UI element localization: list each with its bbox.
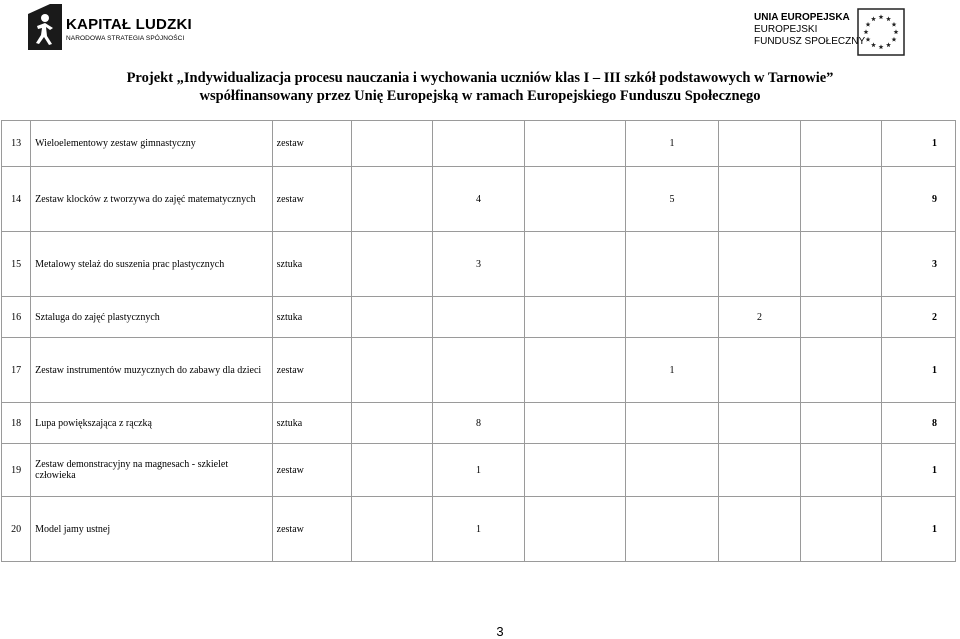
qty-col-6 <box>800 444 881 497</box>
eu-logo-line3: FUNDUSZ SPOŁECZNY <box>754 36 866 47</box>
qty-col-4 <box>625 444 718 497</box>
item-unit: zestaw <box>272 338 351 403</box>
row-number: 19 <box>2 444 31 497</box>
kapital-ludzki-emblem-icon <box>28 4 62 50</box>
table-row <box>2 403 956 444</box>
qty-col-6 <box>800 297 881 338</box>
row-number: 20 <box>2 497 31 562</box>
table-row <box>2 121 956 167</box>
qty-col-6 <box>800 497 881 562</box>
equipment-table <box>1 120 956 562</box>
eu-star-icon <box>892 22 897 27</box>
qty-col-2 <box>432 121 524 167</box>
eu-star-icon <box>879 44 884 49</box>
table-row <box>2 167 956 232</box>
qty-total: 1 <box>881 444 955 497</box>
item-name: Zestaw instrumentów muzycznych do zabawy dla dzieci <box>31 338 273 403</box>
eu-star-icon <box>894 29 899 34</box>
item-name: Model jamy ustnej <box>31 497 273 562</box>
eu-star-icon <box>886 42 891 47</box>
table-row <box>2 297 956 338</box>
qty-col-6 <box>800 167 881 232</box>
qty-col-3 <box>525 497 626 562</box>
item-unit: sztuka <box>272 403 351 444</box>
qty-col-1 <box>351 167 432 232</box>
eu-star-icon <box>879 14 884 19</box>
page-number: 3 <box>496 624 504 639</box>
qty-col-4 <box>625 497 718 562</box>
qty-col-4: 5 <box>625 167 718 232</box>
qty-col-3 <box>525 338 626 403</box>
table-row <box>2 338 956 403</box>
table-row <box>2 232 956 297</box>
qty-col-3 <box>525 121 626 167</box>
eu-star-icon <box>892 37 897 42</box>
qty-total: 2 <box>881 297 955 338</box>
qty-col-3 <box>525 444 626 497</box>
qty-col-6 <box>800 232 881 297</box>
project-header <box>0 69 960 105</box>
qty-col-2 <box>432 338 524 403</box>
qty-col-1 <box>351 338 432 403</box>
qty-col-5 <box>719 497 800 562</box>
qty-col-6 <box>800 121 881 167</box>
qty-col-2 <box>432 297 524 338</box>
qty-col-6 <box>800 403 881 444</box>
qty-col-2: 4 <box>432 167 524 232</box>
qty-col-1 <box>351 497 432 562</box>
qty-col-2: 1 <box>432 497 524 562</box>
qty-col-3 <box>525 232 626 297</box>
item-unit: zestaw <box>272 167 351 232</box>
item-name: Zestaw klocków z tworzywa do zajęć matematycznych <box>31 167 273 232</box>
row-number: 17 <box>2 338 31 403</box>
item-name: Sztaluga do zajęć plastycznych <box>31 297 273 338</box>
qty-col-3 <box>525 167 626 232</box>
qty-col-5 <box>719 338 800 403</box>
qty-col-4: 1 <box>625 338 718 403</box>
qty-total: 3 <box>881 232 955 297</box>
eu-star-icon <box>886 16 891 21</box>
row-number: 13 <box>2 121 31 167</box>
eu-logo-text <box>754 12 865 48</box>
eu-star-icon <box>866 22 871 27</box>
eu-logo <box>754 8 934 56</box>
item-unit: zestaw <box>272 444 351 497</box>
kapital-ludzki-subtitle: NARODOWA STRATEGIA SPÓJNOŚCI <box>66 35 185 42</box>
qty-col-1 <box>351 232 432 297</box>
eu-star-icon <box>866 37 871 42</box>
qty-col-5 <box>719 403 800 444</box>
qty-col-5 <box>719 167 800 232</box>
qty-col-4 <box>625 297 718 338</box>
row-number: 14 <box>2 167 31 232</box>
item-unit: sztuka <box>272 297 351 338</box>
row-number: 16 <box>2 297 31 338</box>
qty-total: 1 <box>881 121 955 167</box>
qty-col-5 <box>719 444 800 497</box>
project-funding: współfinansowany przez Unię Europejską w ramach Europejskiego Funduszu Społecznego <box>199 88 761 104</box>
qty-col-3 <box>525 403 626 444</box>
qty-total: 9 <box>881 167 955 232</box>
qty-col-4 <box>625 232 718 297</box>
qty-total: 1 <box>881 497 955 562</box>
item-unit: zestaw <box>272 121 351 167</box>
item-name: Metalowy stelaż do suszenia prac plastycznych <box>31 232 273 297</box>
eu-logo-line1: UNIA EUROPEJSKA <box>754 12 850 23</box>
qty-col-1 <box>351 297 432 338</box>
qty-col-5 <box>719 232 800 297</box>
qty-col-3 <box>525 297 626 338</box>
eu-star-icon <box>864 29 869 34</box>
qty-col-2: 1 <box>432 444 524 497</box>
qty-col-4: 1 <box>625 121 718 167</box>
qty-col-2: 8 <box>432 403 524 444</box>
item-name: Zestaw demonstracyjny na magnesach - szkielet człowieka <box>31 444 273 497</box>
item-unit: zestaw <box>272 497 351 562</box>
eu-star-icon <box>871 16 876 21</box>
project-title: Projekt „Indywidualizacja procesu nauczania i wychowania uczniów klas I – III szkół podstawowych w Tarnowie” <box>126 70 834 86</box>
item-name: Lupa powiększająca z rączką <box>31 403 273 444</box>
kapital-ludzki-logo <box>28 4 192 50</box>
qty-col-1 <box>351 121 432 167</box>
eu-flag-icon <box>857 8 905 56</box>
eu-star-icon <box>871 42 876 47</box>
kapital-ludzki-title: KAPITAŁ LUDZKI <box>66 16 192 33</box>
row-number: 18 <box>2 403 31 444</box>
qty-col-5 <box>719 121 800 167</box>
qty-total: 8 <box>881 403 955 444</box>
qty-col-4 <box>625 403 718 444</box>
qty-col-1 <box>351 403 432 444</box>
item-unit: sztuka <box>272 232 351 297</box>
row-number: 15 <box>2 232 31 297</box>
qty-col-1 <box>351 444 432 497</box>
table-row <box>2 444 956 497</box>
table-row <box>2 497 956 562</box>
qty-col-6 <box>800 338 881 403</box>
eu-logo-line2: EUROPEJSKI <box>754 24 818 35</box>
item-name: Wieloelementowy zestaw gimnastyczny <box>31 121 273 167</box>
qty-col-2: 3 <box>432 232 524 297</box>
qty-col-5: 2 <box>719 297 800 338</box>
qty-total: 1 <box>881 338 955 403</box>
